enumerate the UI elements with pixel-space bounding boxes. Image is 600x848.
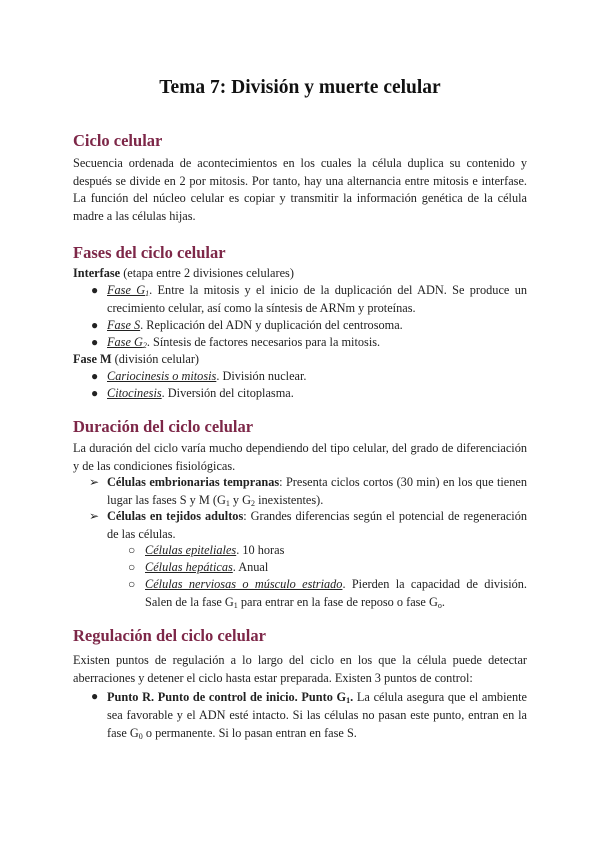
nerviosas-label: Células nerviosas o músculo estriado xyxy=(145,577,343,591)
arrow-bullet-icon: ➢ xyxy=(89,475,100,489)
citocinesis-text: . Diversión del citoplasma. xyxy=(161,386,294,400)
punto-r-label: Punto R. Punto de control de inicio. Punto $G_1$. xyxy=(107,690,354,705)
bullet-icon: ● xyxy=(91,318,99,332)
circle-bullet-icon: ○ xyxy=(128,560,136,574)
list-item-fase-g2 xyxy=(107,334,380,352)
hepaticas-label: Células hepáticas xyxy=(145,560,233,574)
section-heading-regulacion: Regulación del ciclo celular xyxy=(73,626,266,645)
list-item-hepaticas xyxy=(145,559,268,577)
interfase-label: Interfase xyxy=(73,266,121,280)
adultos-text: : Grandes diferencias según el potencial de regeneración de las células. xyxy=(107,509,527,541)
list-item-embrionarias: Células embrionarias tempranas: Presenta ciclos cortos (30 min) en los que tienen lugar las fases S y M ($G_1$ y $G_2$ inexistentes). xyxy=(107,475,527,508)
cariocinesis-label: Cariocinesis o mitosis xyxy=(107,369,217,383)
fase-s-text: . Replicación del ADN y duplicación del centrosoma. xyxy=(140,318,403,332)
section-heading-fases: Fases del ciclo celular xyxy=(73,243,226,262)
hepaticas-text: . Anual xyxy=(232,560,269,574)
list-item-fase-g1 xyxy=(107,282,527,317)
page-title: Tema 7: División y muerte celular xyxy=(159,77,441,98)
list-item-citocinesis xyxy=(107,385,294,403)
epiteliales-text: . 10 horas xyxy=(236,543,285,557)
paragraph-duracion: La duración del ciclo varía mucho dependiendo del tipo celular, del grado de diferenciación y de las condiciones fisiológicas. xyxy=(73,441,527,473)
arrow-bullet-icon: ➢ xyxy=(89,509,100,523)
list-item-nerviosas: Células nerviosas o músculo estriado. Pierden la capacidad de división. Salen de la fase $G_1$ para entrar en la fase de reposo o fase $G_o$. xyxy=(145,577,528,610)
paragraph-regulacion: Existen puntos de regulación a lo largo del ciclo en los que la célula puede detectar aberraciones y detener el ciclo hasta estar preparada. Existen 3 puntos de control: xyxy=(73,653,527,685)
list-item-cariocinesis xyxy=(107,368,307,386)
fase-s-label: Fase S xyxy=(107,318,141,332)
bullet-icon: ● xyxy=(91,689,99,703)
fase-m-note: (división celular) xyxy=(111,352,200,366)
list-item-punto-r: Punto R. Punto de control de inicio. Punto $G_1$. La célula asegura que el ambiente sea favorable y el ADN esté intacto. Si las células no pasan este punto, entran en la fase $G_0$ o permanente. Si lo pasan entran en fase S. xyxy=(107,690,527,741)
circle-bullet-icon: ○ xyxy=(128,577,136,591)
list-item-epiteliales xyxy=(145,542,284,560)
bullet-icon: ● xyxy=(91,335,99,349)
list-item-adultos xyxy=(107,508,527,543)
embrionarias-label: Células embrionarias tempranas xyxy=(107,475,280,489)
fase-m-line xyxy=(73,351,199,369)
bullet-icon: ● xyxy=(91,369,99,383)
cariocinesis-text: . División nuclear. xyxy=(216,369,307,383)
fase-g2-label: Fase $G_2$ xyxy=(107,335,147,350)
interfase-line xyxy=(73,265,294,283)
circle-bullet-icon: ○ xyxy=(128,543,136,557)
list-item-fase-s xyxy=(107,317,403,335)
fase-g1-label: Fase $G_1$ xyxy=(107,283,150,298)
paragraph-ciclo-celular: Secuencia ordenada de acontecimientos en los cuales la célula duplica su contenido y después se divide en 2 por mitosis. Por tanto, hay una alternancia entre mitosis e interfase. La función del núcleo celular es copiar y transmitir la información genética de la célula madre a las células hijas. xyxy=(73,156,527,223)
epiteliales-label: Células epiteliales xyxy=(145,543,237,557)
section-heading-duracion: Duración del ciclo celular xyxy=(73,417,254,436)
interfase-note: (etapa entre 2 divisiones celulares) xyxy=(120,266,294,280)
fase-m-label: Fase M xyxy=(73,352,112,366)
citocinesis-label: Citocinesis xyxy=(107,386,162,400)
bullet-icon: ● xyxy=(91,386,99,400)
fase-g1-text: . Entre la mitosis y el inicio de la duplicación del ADN. Se produce un crecimiento celular, así como la síntesis de ARNm y proteínas. xyxy=(107,283,527,315)
fase-g2-text: . Síntesis de factores necesarios para la mitosis. xyxy=(146,335,381,349)
section-heading-ciclo-celular: Ciclo celular xyxy=(73,131,163,150)
adultos-label: Células en tejidos adultos xyxy=(107,509,244,523)
bullet-icon: ● xyxy=(91,283,99,297)
